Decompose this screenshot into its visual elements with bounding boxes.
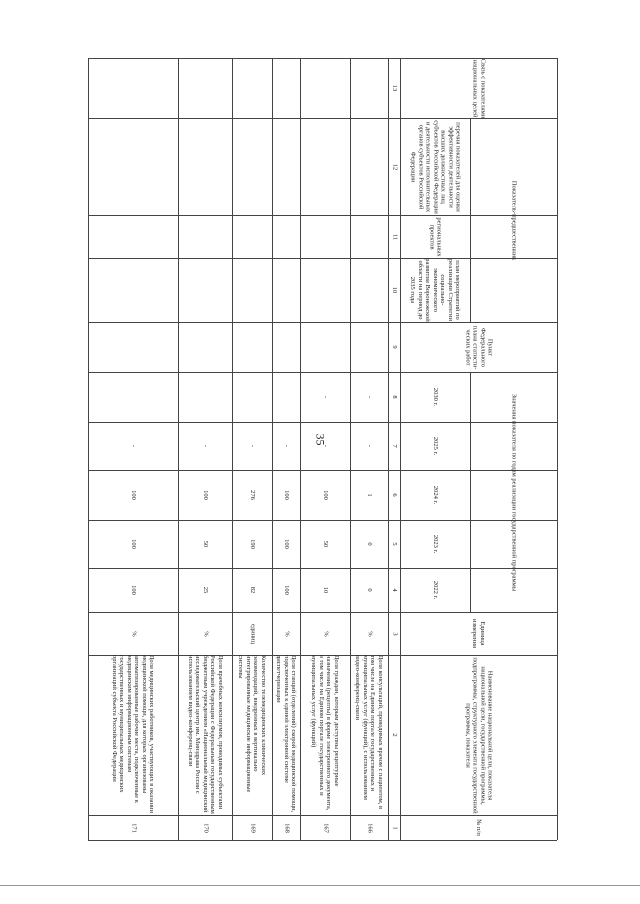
row-168-value-2: 100 xyxy=(282,490,290,500)
row-166-name: Доля консультаций, проводимых врачом с пациентом, в том числе на Едином портале государственных и муниципальных услуг (функций), с использованием видео-конференц-связи xyxy=(354,655,384,810)
column-number-13: 13 xyxy=(390,84,398,92)
row-168-num: 168 xyxy=(282,822,290,833)
header-year-4: 2030 г. xyxy=(431,387,439,407)
row-168-value-4 xyxy=(272,372,300,422)
header-year-0: 2022 г. xyxy=(431,580,439,600)
row-166-value-0: 0 xyxy=(365,588,373,592)
column-number-1: 1 xyxy=(390,825,398,830)
column-number-2: 2 xyxy=(390,733,398,737)
row-167-unit: % xyxy=(321,630,329,637)
row-167-num: 167 xyxy=(321,822,329,833)
column-number-7: 7 xyxy=(390,444,398,448)
row-169-name: Количество телемедицинских клинических рекомендаций, внедренных в вертикально интегрированные медицинские информационные системы xyxy=(237,655,267,793)
row-171-value-4 xyxy=(88,372,178,422)
row-170-name: Доля врачебных консилиумов, проводимых субъектами Российской Федерации с Федеральным государственным бюджетным учреждением «Национальный медицинский исследовательский центр им. Минздрава России с использованием видео-конференц-связи xyxy=(186,655,224,814)
column-number-12: 12 xyxy=(390,163,398,170)
row-170-unit: % xyxy=(201,630,209,637)
header-name: Наименование национальной цели, показателя национальной цели, государственной программы, подпрограммы, структурного элемента государственной программы, показателя xyxy=(464,656,494,814)
row-166-num: 166 xyxy=(365,822,373,833)
row-166-value-3: - xyxy=(365,444,373,448)
header-pred-list: перечня показателей для оценки эффективности деятельности высших должностных лиц субъектов Российской Федерации и деятельности исполнительных органов субъектов Российской Федерации xyxy=(409,119,462,214)
column-number-11: 11 xyxy=(390,233,398,240)
header-pred-strategy: план мероприятий по реализации Стратегии социально-экономического развития Воронежской области на период до 2035 года xyxy=(409,258,462,322)
header-year-3: 2025 г. xyxy=(431,436,439,456)
header-year-1: 2023 г. xyxy=(431,534,439,554)
row-170-value-3: - xyxy=(201,444,209,448)
row-171-value-2: 100 xyxy=(129,490,137,500)
row-166-value-2: 1 xyxy=(365,493,373,497)
row-166-value-4: - xyxy=(365,395,373,399)
row-170-num: 170 xyxy=(201,822,209,833)
row-166-unit: % xyxy=(365,630,373,637)
row-169-value-0: 82 xyxy=(248,586,256,594)
row-171-num: 171 xyxy=(129,822,137,833)
row-170-value-4 xyxy=(178,372,232,422)
row-169-unit: единиц xyxy=(248,623,256,644)
row-169-num: 169 xyxy=(248,822,256,833)
page-number: 35 xyxy=(313,433,328,446)
row-171-value-0: 100 xyxy=(129,585,137,595)
row-169-value-3: - xyxy=(248,444,256,448)
row-167-value-0: 10 xyxy=(321,586,329,594)
row-167-value-2: 100 xyxy=(321,490,329,500)
row-166-value-1: 0 xyxy=(365,542,373,546)
row-170-value-0: 25 xyxy=(201,586,209,594)
row-171-unit: % xyxy=(129,630,137,637)
row-168-unit: % xyxy=(282,630,290,637)
row-167-value-3: - xyxy=(321,444,329,448)
row-167-value-1: 50 xyxy=(321,540,329,548)
row-171-value-1: 100 xyxy=(129,539,137,549)
header-unit: Единица измерения xyxy=(471,618,486,649)
row-168-value-3: - xyxy=(282,444,290,448)
row-167-value-4: - xyxy=(321,395,329,399)
header-year-2: 2024 г. xyxy=(431,485,439,505)
header-num: № п/п xyxy=(475,819,483,836)
row-170-value-1: 50 xyxy=(201,540,209,548)
column-number-5: 5 xyxy=(390,542,398,546)
header-predecessor-group: Показатель-предшественник xyxy=(510,180,518,260)
row-171-value-3: - xyxy=(129,444,137,448)
row-168-name: Доля станций (отделений) скорой медицинской помощи, подключенных к единой электронной системе диспетчеризации xyxy=(275,655,298,813)
row-171-name: Доля медицинских работников, участвующих в оказании медицинской помощи, для которых организованы автоматизированные рабочие места, подключенные к медицинским информационным системам государственных и муниципальных медицинских организаций субъекта Российской Федерации xyxy=(111,655,156,814)
header-federal-plan: Пункт Федерального плана статисти-ческих работ xyxy=(464,325,494,369)
row-167-name: Доля граждан, которым доступны рецептурные назначения (рецепты) в форме электронного документа, в том числе на Едином портале государственных и муниципальных услуг (функций) xyxy=(310,655,340,811)
row-168-value-0: 100 xyxy=(282,585,290,595)
column-number-3: 3 xyxy=(390,631,398,636)
column-number-8: 8 xyxy=(390,395,398,399)
column-number-10: 10 xyxy=(390,286,398,294)
row-169-value-1: 190 xyxy=(248,539,256,549)
header-values-group: Значения показателя по годам реализации государственной программы xyxy=(510,393,518,591)
header-link: Связь с показателями национальных целей xyxy=(471,58,486,118)
column-number-9: 9 xyxy=(390,345,398,349)
footer-divider xyxy=(0,885,640,886)
column-number-4: 4 xyxy=(390,588,398,592)
row-169-value-4 xyxy=(232,372,272,422)
row-169-value-2: 276 xyxy=(248,490,256,500)
row-170-value-2: 100 xyxy=(201,490,209,500)
header-pred-projects: региональных проектов xyxy=(428,216,443,257)
row-168-value-1: 100 xyxy=(282,539,290,549)
column-number-6: 6 xyxy=(390,493,398,497)
